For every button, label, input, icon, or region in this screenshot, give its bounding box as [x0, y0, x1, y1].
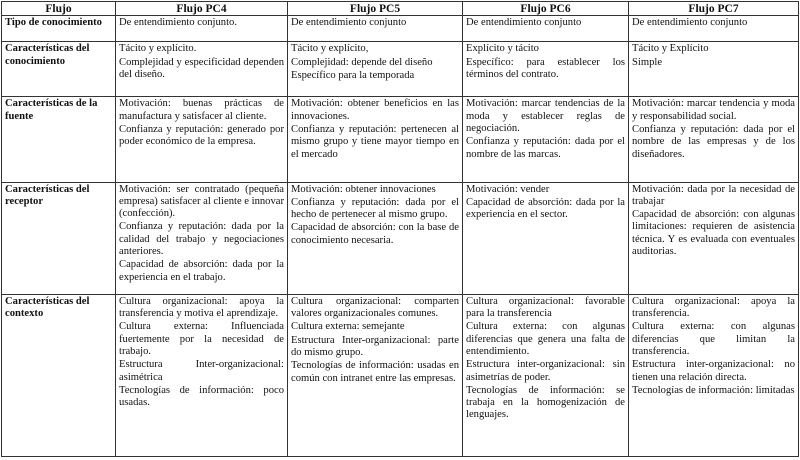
cell-text: Motivación: marcar tendencias de la moda y establecer reglas de negociación. — [466, 98, 625, 135]
table-cell — [463, 97, 629, 182]
table-cell — [463, 16, 629, 42]
cell-text: De entendimiento conjunto — [291, 17, 407, 29]
cell-text: Cultura organizacional: apoya la transferencia y motiva el aprendizaje. — [119, 295, 284, 320]
cell-text: Tácito y explícito, — [291, 43, 369, 55]
table-cell — [288, 16, 463, 42]
cell-text: Confianza y reputación: dada por la calidad del trabajo y negociaciones anteriores. — [119, 221, 284, 258]
cell-text: De entendimiento conjunto — [466, 17, 582, 29]
table-cell — [288, 42, 463, 97]
cell-text: Confianza y reputación: dada por el nombre de las empresas y de los diseñadores. — [632, 124, 795, 160]
row-header: Características del contexto — [2, 294, 116, 456]
cell-text: Motivación: marcar tendencia y moda y responsabilidad social. — [632, 98, 795, 122]
cell-text: Cultura externa: con algunas diferencias que genera una falta de entendimiento. — [466, 321, 625, 357]
column-header: Flujo PC5 — [288, 2, 463, 16]
cell-text: Motivación: obtener beneficios en las innovaciones. — [291, 98, 459, 122]
table-row — [2, 294, 799, 456]
table-cell — [116, 182, 288, 294]
cell-text: Específico para la temporada — [291, 69, 415, 81]
cell-text: Tácito y explícito. — [119, 43, 197, 55]
table-cell — [116, 16, 288, 42]
table-cell — [629, 294, 799, 456]
table-row — [2, 97, 799, 182]
table-row — [2, 182, 799, 294]
table-cell — [629, 42, 799, 97]
cell-text: Estructura Inter-organizacional: asimétrica — [119, 359, 284, 383]
cell-text: Tecnologías de información: se trabaja en la homogenización de lenguajes. — [466, 384, 625, 421]
table-cell — [629, 16, 799, 42]
cell-text: Confianza y reputación: dada por el nombre de las marcas. — [466, 136, 625, 160]
table-cell — [116, 97, 288, 182]
cell-text: De entendimiento conjunto — [632, 17, 748, 29]
column-header: Flujo PC7 — [629, 2, 799, 16]
table-cell — [463, 294, 629, 456]
cell-text: Tecnologías de información: usadas en común con intranet entre las empresas. — [291, 360, 459, 384]
column-header: Flujo PC4 — [116, 2, 288, 16]
cell-text: Cultura organizacional: apoya la transferencia. — [632, 295, 795, 320]
cell-text: Tácito y Explícito — [632, 43, 709, 55]
cell-text: Cultura externa: semejante — [291, 321, 405, 333]
table-row — [2, 42, 799, 97]
table-cell — [463, 42, 629, 97]
table-cell — [288, 182, 463, 294]
cell-text: Cultura organizacional: comparten valores organizacionales comunes. — [291, 295, 459, 320]
column-header: Flujo PC6 — [463, 2, 629, 16]
table-cell — [463, 182, 629, 294]
corner-header: Flujo — [2, 2, 116, 16]
table-row — [2, 16, 799, 42]
cell-text: Motivación: buenas prácticas de manufactura y satisfacer al cliente. — [119, 98, 284, 122]
cell-text: Motivación: obtener innovaciones — [291, 183, 436, 195]
cell-text: Motivación: vender — [466, 183, 550, 195]
cell-text: Motivación: dada por la necesidad de trabajar — [632, 183, 795, 207]
comparison-table — [1, 1, 799, 457]
cell-text: Estructura inter-organizacional: sin asimetrías de poder. — [466, 359, 625, 383]
cell-text: Estructura Inter-organizacional: parte do mismo grupo. — [291, 334, 459, 358]
cell-text: Capacidad de absorción: con la base de conocimiento necesaria. — [291, 222, 459, 246]
cell-text: Motivación: ser contratado (pequeña empresa) satisfacer al cliente e innovar (confección). — [119, 183, 284, 220]
cell-text: Específico: para establecer los términos del contrato. — [466, 56, 625, 80]
cell-text: Cultura organizacional: favorable para la transferencia — [466, 295, 625, 320]
cell-text: Confianza y reputación: pertenecen al mismo grupo y tiene mayor tiempo en el mercado — [291, 124, 459, 160]
cell-text: Confianza y reputación: generado por poder económico de la empresa. — [119, 124, 284, 148]
cell-text: Cultura externa: Influenciada fuertemente por la necesidad de trabajo. — [119, 321, 284, 357]
cell-text: Capacidad de absorción: dada por la experiencia en el trabajo. — [119, 259, 284, 283]
cell-text: Complejidad y especificidad dependen del diseño. — [119, 56, 284, 80]
cell-text: Simple — [632, 56, 663, 68]
cell-text: Capacidad de absorción: con algunas limitaciones: requieren de asistencia técnica. Y es evaluada con eventuales auditorias. — [632, 209, 795, 258]
cell-text: Cultura externa: con algunas diferencias que limitan la transferencia. — [632, 321, 795, 357]
table-cell — [629, 182, 799, 294]
table-cell — [116, 42, 288, 97]
cell-text: De entendimiento conjunto. — [119, 17, 237, 29]
cell-text: Complejidad: depende del diseño — [291, 56, 433, 68]
table-cell — [288, 294, 463, 456]
row-header: Características de la fuente — [2, 97, 116, 182]
cell-text: Tecnologías de información: poco usadas. — [119, 384, 284, 409]
row-header: Tipo de conocimiento — [2, 16, 116, 42]
cell-text: Explícito y tácito — [466, 43, 539, 55]
cell-text: Confianza y reputación: dada por el hecho de pertenecer al mismo grupo. — [291, 196, 459, 221]
cell-text: Estructura inter-organizacional: no tienen una relación directa. — [632, 359, 795, 383]
table-cell — [629, 97, 799, 182]
table-cell — [116, 294, 288, 456]
row-header: Características del receptor — [2, 182, 116, 294]
header-row — [2, 2, 799, 16]
cell-text: Capacidad de absorción: dada por la experiencia en el sector. — [466, 196, 625, 221]
row-header: Características del conocimiento — [2, 42, 116, 97]
table-cell — [288, 97, 463, 182]
cell-text: Tecnologías de información: limitadas — [632, 384, 795, 396]
